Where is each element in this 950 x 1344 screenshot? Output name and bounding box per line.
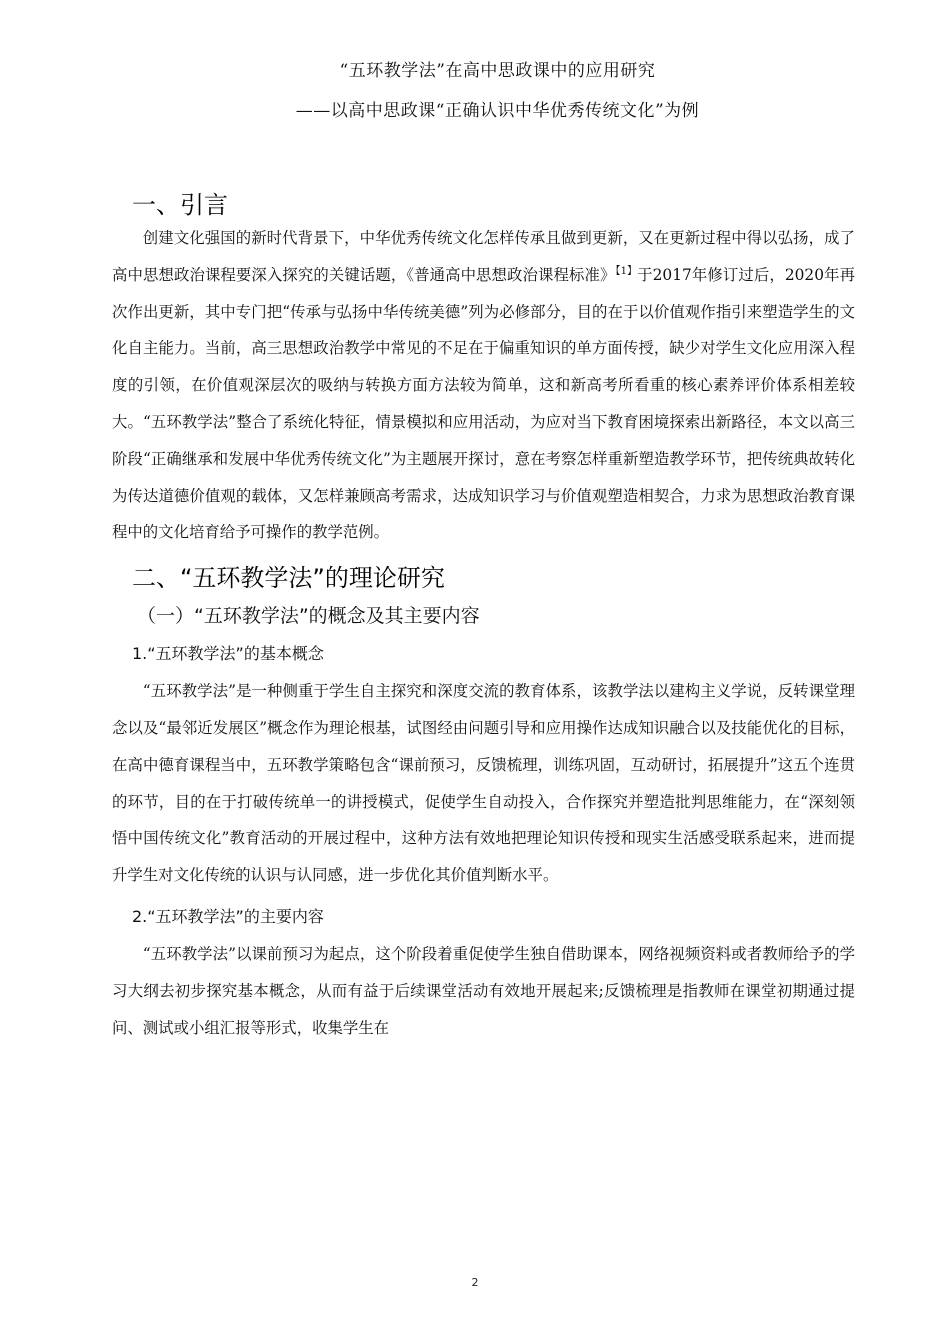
main-content-paragraph: “五环教学法”以课前预习为起点，这个阶段着重促使学生独自借助课本，网络视频资料或者教师给予的学习大纲去初步探究基本概念，从而有益于后续课堂活动有效地开展起来;反馈梳理是指教师在课堂初期通过提问、测试或小组汇报等形式，收集学生在 [112, 944, 855, 1037]
introduction-paragraph [112, 220, 855, 551]
item-heading-main-content: 2.“五环教学法”的主要内容 [132, 906, 324, 926]
item-heading-basic-concept: 1.“五环教学法”的基本概念 [132, 644, 324, 664]
paper-subtitle: ——以高中思政课“正确认识中华优秀传统文化”为例 [295, 101, 700, 121]
section-heading-introduction: 一、引言 [132, 191, 228, 219]
paper-title-block [140, 58, 855, 124]
section-heading-theory: 二、“五环教学法”的理论研究 [132, 564, 445, 593]
page-number: 2 [471, 1276, 479, 1289]
subsection-heading-concept: （一）“五环教学法”的概念及其主要内容 [137, 605, 480, 628]
paper-title: “五环教学法”在高中思政课中的应用研究 [339, 61, 656, 81]
citation-reference: 【1】 [615, 265, 638, 277]
introduction-text-part2: 于2017年修订过后，2020年再次作出更新，其中专门把“传承与弘扬中华传统美德”列为必修部分，目的在于以价值观作指引来塑造学生的文化自主能力。当前，高三思想政治教学中常见的不足在于偏重知识的单方面传授，缺少对学生文化应用深入程度的引领，在价值观深层次的吸纳与转换方面方法较为简单，这和新高考所看重的核心素养评价体系相差较大。“五环教学法”整合了系统化特征，情景模拟和应用活动，为应对当下教育困境探索出新路径，本文以高三阶段“正确继承和发展中华优秀传统文化”为主题展开探讨，意在考察怎样重新塑造教学环节，把传统典故转化为传达道德价值观的载体，又怎样兼顾高考需求，达成知识学习与价值观塑造相契合，力求为思想政治教育课程中的文化培育给予可操作的教学范例。 [112, 265, 855, 542]
basic-concept-paragraph: “五环教学法”是一种侧重于学生自主探究和深度交流的教育体系，该教学法以建构主义学说，反转课堂理念以及“最邻近发展区”概念作为理论根基，试图经由问题引导和应用操作达成知识融合以及技能优化的目标，在高中德育课程当中，五环教学策略包含“课前预习，反馈梳理，训练巩固，互动研讨，拓展提升”这五个连贯的环节，目的在于打破传统单一的讲授模式，促使学生自动投入，合作探究并塑造批判思维能力，在“深刻领悟中国传统文化”教育活动的开展过程中，这种方法有效地把理论知识传授和现实生活感受联系起来，进而提升学生对文化传统的认识与认同感，进一步优化其价值判断水平。 [112, 682, 855, 885]
introduction-text-part1: 创建文化强国的新时代背景下，中华优秀传统文化怎样传承且做到更新，又在更新过程中得以弘扬，成了高中思想政治课程要深入探究的关键话题，《普通高中思想政治课程标准》 [112, 229, 855, 284]
